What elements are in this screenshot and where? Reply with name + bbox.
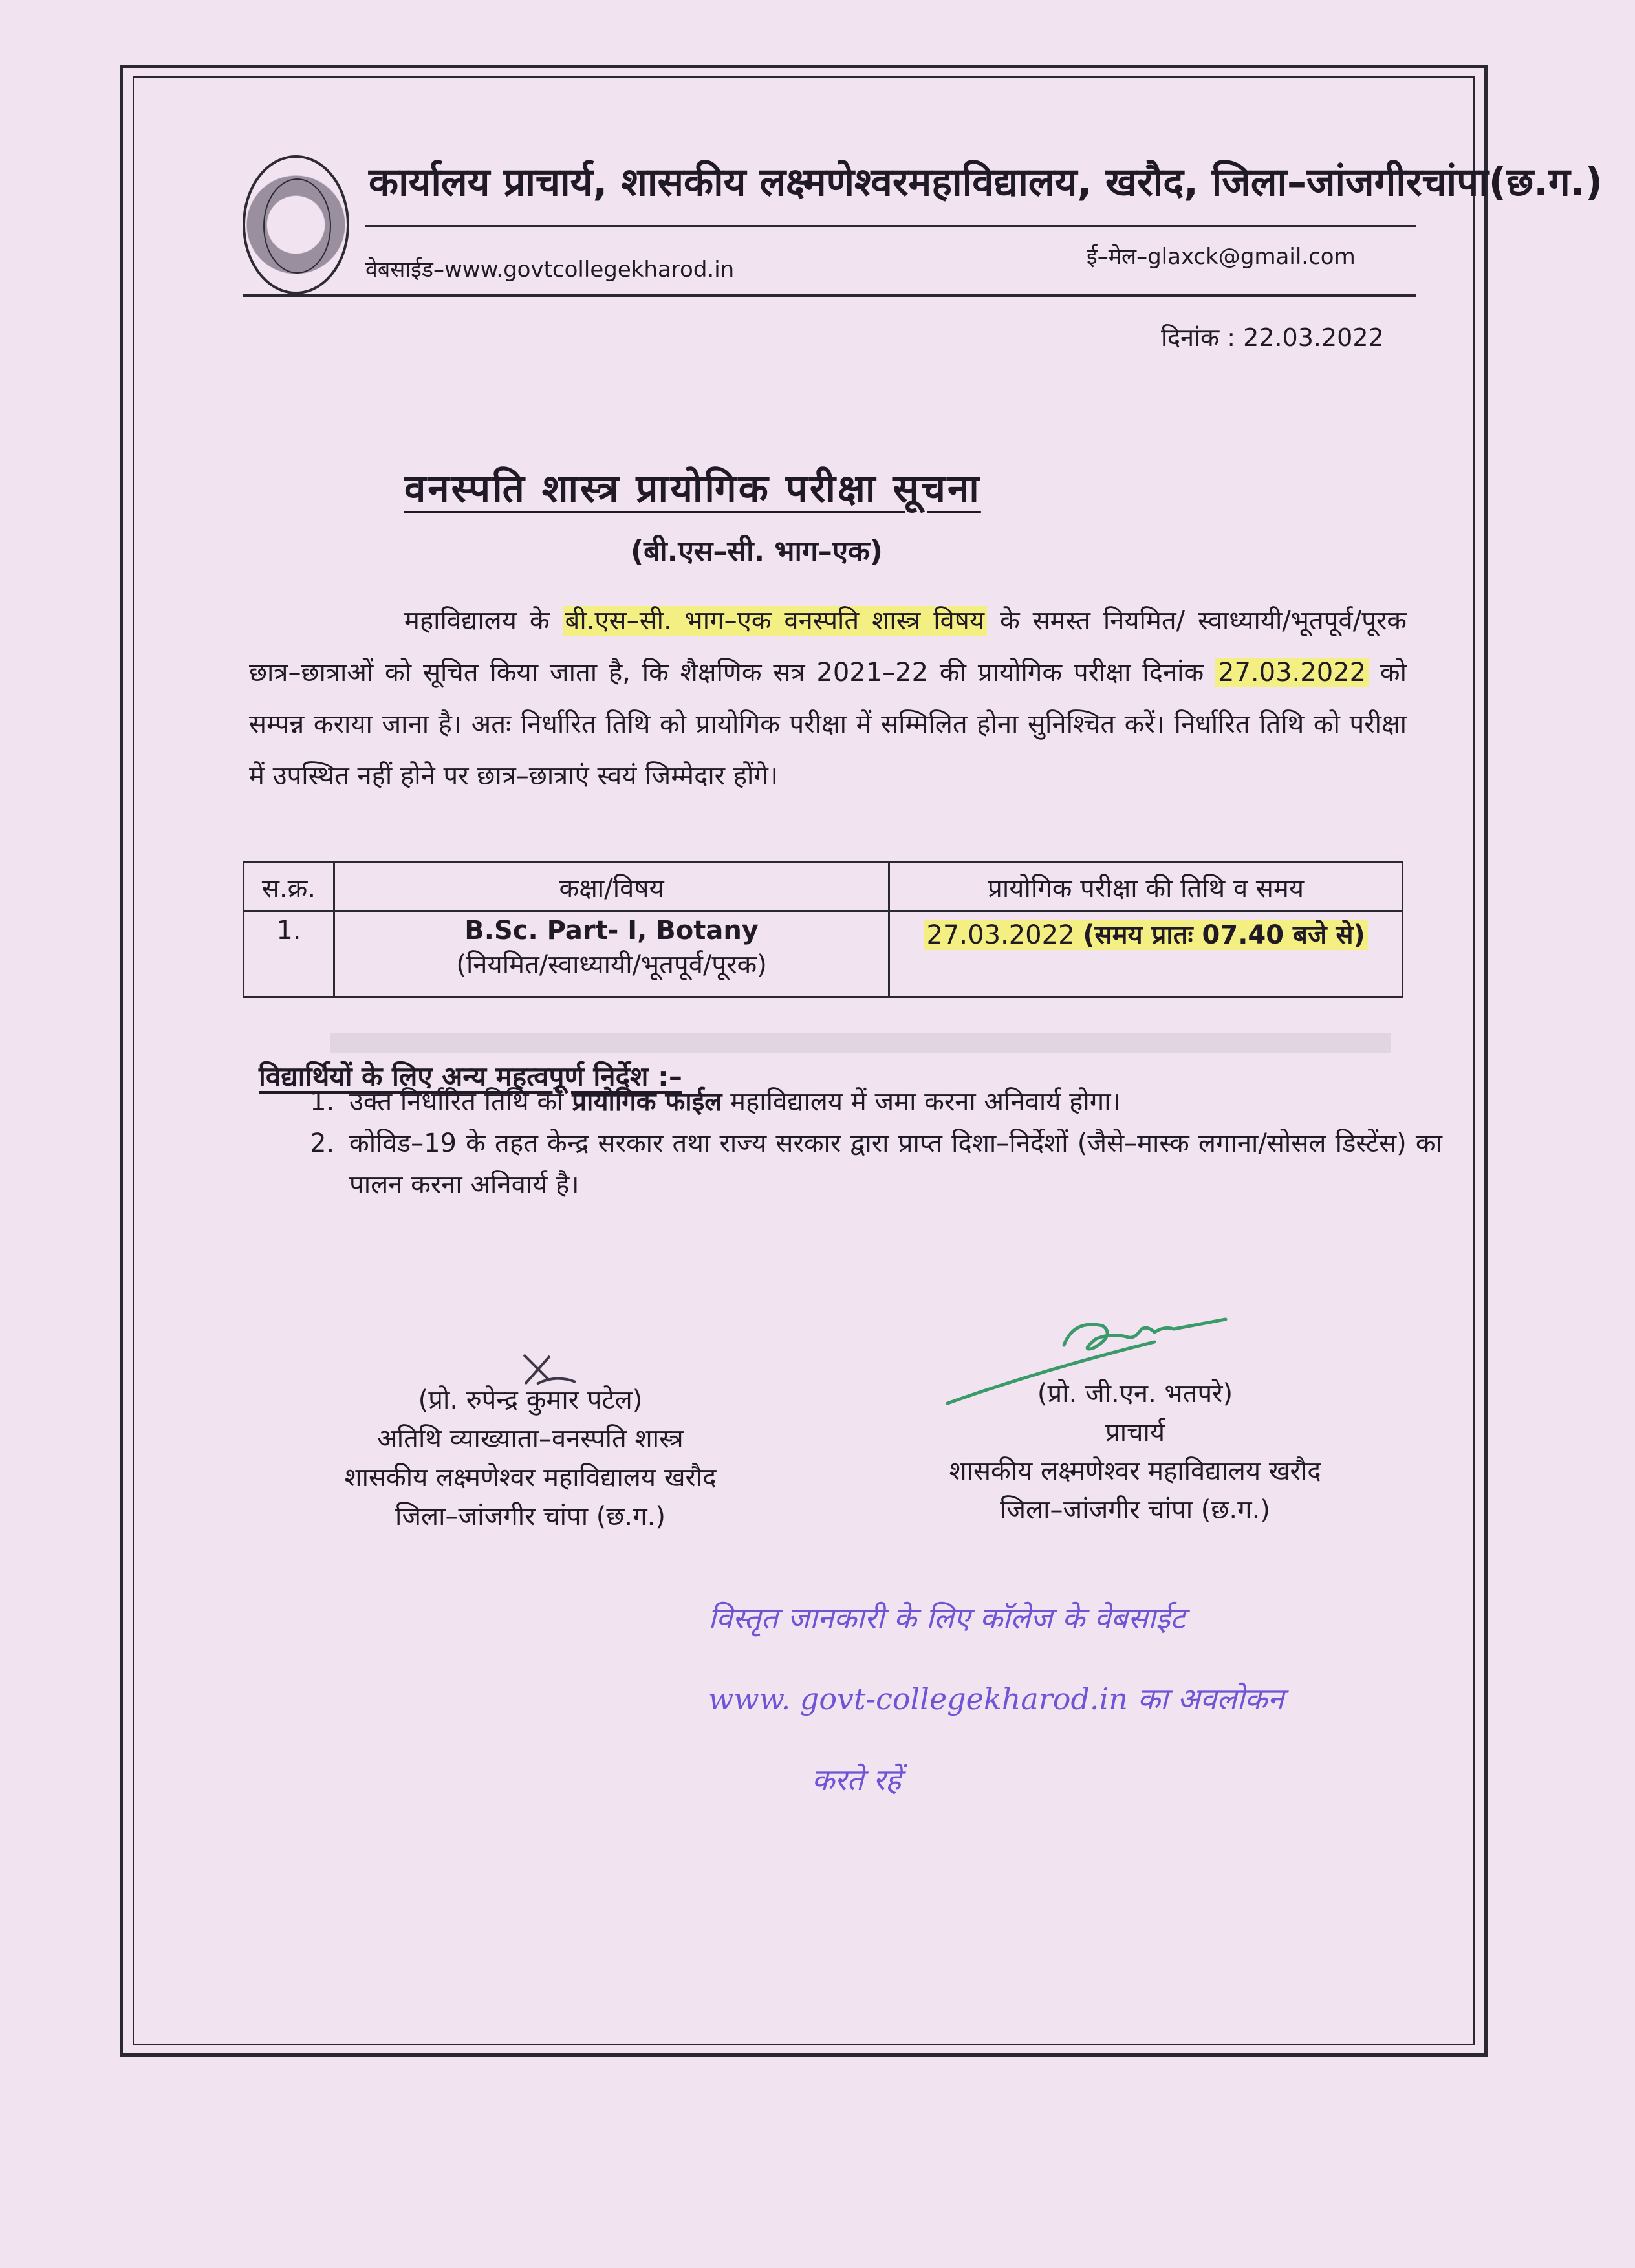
exam-date [924,920,1368,950]
exam-schedule-table [243,861,1403,998]
notice-date: दिनांक : 22.03.2022 [1161,323,1384,352]
exam-time: (समय प्रातः 07.40 बजे से) [1083,920,1365,950]
instruction-item [343,1081,1442,1123]
signatory-right-name: (प्रो. जी.एन. भतपरे) [1037,1379,1233,1409]
cell-sno: 1. [244,911,334,997]
office-title: कार्यालय प्राचार्य, शासकीय लक्ष्मणेश्वरमहाविद्यालय, खरौद, जिला–जांजगीरचांपा(छ.ग.) [369,160,1603,205]
instruction1-b: प्रायोगिक फाईल [572,1087,722,1117]
table-header-row [244,863,1403,911]
notice-paragraph [249,595,1407,802]
signatory-right-institution: शासकीय लक्ष्मणेश्वर महाविद्यालय खरौद [949,1456,1321,1486]
header-divider [365,225,1416,227]
table-row [244,911,1403,997]
para-date: 27.03.2022 [1215,658,1369,687]
instruction1-c: महाविद्यालय में जमा करना अनिवार्य होगा। [722,1087,1121,1117]
course-category: (नियमित/स्वाध्यायी/भूतपूर्व/पूरक) [456,950,767,980]
notice-subtitle: (बी.एस–सी. भाग–एक) [631,535,883,568]
exam-date-value: 27.03.2022 [926,920,1075,950]
header-sno: स.क्र. [244,863,334,911]
college-seal-icon [243,155,349,294]
para-end: को सम्पन्न कराया जाना है। अतः निर्धारित तिथि को प्रायोगिक परीक्षा में सम्मिलित होना सुनिश्चित करें। निर्धारित तिथि को परीक्षा में उपस्थित नहीं होने पर छात्र–छात्राएं स्वयं जिम्मेदार होंगे। [249,658,1407,791]
signatory-left-name: (प्रो. रुपेन्द्र कुमार पटेल) [418,1385,643,1415]
header-bottom-rule [243,294,1416,297]
instruction1-a: उक्त निर्धारित तिथि को [349,1087,572,1117]
para-start: महाविद्यालय के [404,606,563,636]
para-course: बी.एस–सी. भाग–एक वनस्पति शास्त्र विषय [563,606,988,636]
email-text: ई–मेल–glaxck@gmail.com [1087,244,1356,270]
instructions-title: विद्यार्थियों के लिए अन्य महत्वपूर्ण निर्देश :– [259,1061,682,1092]
handwritten-line-3: करते रहें [812,1762,902,1797]
signatory-right-designation: प्राचार्य [1105,1418,1165,1447]
cell-course [334,911,889,997]
signatory-left-designation: अतिथि व्याख्याता–वनस्पति शास्त्र [377,1424,684,1454]
instructions-list [298,1081,1442,1205]
signatory-right [899,1374,1371,1529]
header-course: कक्षा/विषय [334,863,889,911]
faint-bleed-through [330,1033,1391,1053]
signatory-left-district: जिला–जांजगीर चांपा (छ.ग.) [395,1502,666,1531]
instruction-item: 2. कोविड–19 के तहत केन्द्र सरकार तथा राज्य सरकार द्वारा प्राप्त दिशा–निर्देशों (जैसे–मास्क लगाना/सोसल डिस्टेंस) का पालन करना अनिवार्य है। [343,1123,1442,1205]
website-text: वेबसाईड–www.govtcollegekharod.in [365,257,735,283]
course-name: B.Sc. Part- I, Botany [464,916,759,945]
signatory-right-district: जिला–जांजगीर चांपा (छ.ग.) [1000,1495,1270,1525]
cell-datetime [889,911,1403,997]
para-mid: के समस्त नियमित/ स्वाध्यायी/भूतपूर्व/पूरक छात्र–छात्राओं को सूचित किया जाता है, कि शैक्षणिक सत्र 2021–22 की प्रायोगिक परीक्षा दिनांक [249,606,1407,687]
header-datetime: प्रायोगिक परीक्षा की तिथि व समय [889,863,1403,911]
handwritten-line-2: www. govt-collegekharod.in का अवलोकन [708,1681,1284,1716]
notice-title: वनस्पति शास्त्र प्रायोगिक परीक्षा सूचना [404,466,981,512]
signatory-left-institution: शासकीय लक्ष्मणेश्वर महाविद्यालय खरौद [344,1463,717,1493]
signatory-left [285,1381,776,1536]
handwritten-line-1: विस्तृत जानकारी के लिए कॉलेज के वेबसाईट [708,1601,1186,1636]
